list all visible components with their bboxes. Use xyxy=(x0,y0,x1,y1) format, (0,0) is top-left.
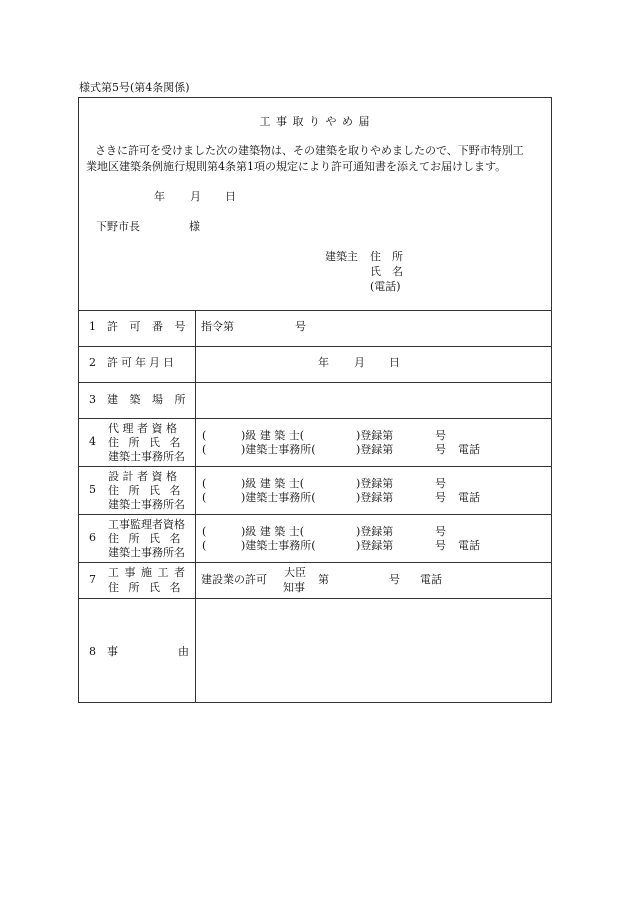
row6-label-address-name: 住 所 氏 名 xyxy=(108,532,184,545)
row1-number: 1 xyxy=(89,320,96,333)
row2-label: 許可年月日 xyxy=(107,356,177,369)
divider-row7 xyxy=(78,598,552,599)
row5-go-1: 号 xyxy=(435,477,446,490)
row4-architect-grade: )級 建 築 士( xyxy=(241,429,305,442)
row5-reg-2: )登録第 xyxy=(356,491,394,504)
row1-suffix: 号 xyxy=(295,320,306,333)
row5-label-office: 建築士事務所名 xyxy=(108,498,185,511)
divider-row1 xyxy=(78,346,552,347)
row5-paren-2: ( xyxy=(202,491,207,504)
row7-minister: 大臣 xyxy=(284,566,306,579)
row6-reg-1: )登録第 xyxy=(356,525,394,538)
row4-paren-2: ( xyxy=(202,443,207,456)
row6-go-1: 号 xyxy=(435,525,446,538)
form-number-label: 様式第5号(第4条関係) xyxy=(79,81,190,94)
divider-row2 xyxy=(78,382,552,383)
row1-prefix: 指令第 xyxy=(201,320,234,333)
row4-label-office: 建築士事務所名 xyxy=(108,450,185,463)
row4-label-address-name: 住 所 氏 名 xyxy=(108,436,184,449)
row7-permit-label: 建設業の許可 xyxy=(201,573,267,586)
row5-go-2: 号 xyxy=(435,491,446,504)
row2-number: 2 xyxy=(89,356,96,369)
row8-label-b: 由 xyxy=(178,645,189,658)
row6-architect-grade: )級 建 築 士( xyxy=(241,525,305,538)
divider-row3 xyxy=(78,418,552,419)
row4-reg-1: )登録第 xyxy=(356,429,394,442)
row4-label-qualification: 代 理 者 資 格 xyxy=(108,422,177,435)
intro-line-1: さきに許可を受けました次の建築物は、その建築を取りやめましたので、下野市特別工 xyxy=(95,144,524,157)
row6-reg-2: )登録第 xyxy=(356,539,394,552)
row5-number: 5 xyxy=(89,483,96,496)
date-month: 月 xyxy=(190,190,201,203)
addressee-honorific: 様 xyxy=(189,220,200,233)
column-divider xyxy=(195,310,196,703)
row6-office-line: )建築士事務所( xyxy=(241,539,316,552)
applicant-role: 建築主 xyxy=(325,250,358,263)
date-day: 日 xyxy=(225,190,236,203)
date-year: 年 xyxy=(154,190,165,203)
divider-row6 xyxy=(78,562,552,563)
applicant-name-label: 氏 名 xyxy=(370,265,403,278)
row5-label-qualification: 設 計 者 資 格 xyxy=(108,470,177,483)
row6-phone: 電話 xyxy=(458,539,480,552)
row6-go-2: 号 xyxy=(435,539,446,552)
row7-go: 号 xyxy=(389,573,400,586)
row6-number: 6 xyxy=(89,531,96,544)
row4-paren-1: ( xyxy=(202,429,207,442)
divider-row4 xyxy=(78,466,552,467)
divider-row5 xyxy=(78,514,552,515)
row2-month: 月 xyxy=(354,356,365,369)
row2-day: 日 xyxy=(389,356,400,369)
row6-label-qualification: 工事監理者資格 xyxy=(108,518,185,531)
row3-label: 建 築 場 所 xyxy=(107,393,190,406)
row7-phone: 電話 xyxy=(420,573,442,586)
row7-label-address-name: 住 所 氏 名 xyxy=(108,581,184,594)
row2-year: 年 xyxy=(318,356,329,369)
divider-header xyxy=(78,310,552,311)
form-title: 工 事 取 り や め 届 xyxy=(259,115,371,128)
row5-reg-1: )登録第 xyxy=(356,477,394,490)
row4-go-2: 号 xyxy=(435,443,446,456)
intro-line-2: 業地区建築条例施行規則第4条第1項の規定により許可通知書を添えてお届けします。 xyxy=(86,160,507,173)
row8-number: 8 xyxy=(89,645,96,658)
addressee-mayor: 下野市長 xyxy=(96,220,140,233)
row4-reg-2: )登録第 xyxy=(356,443,394,456)
row6-paren-1: ( xyxy=(202,525,207,538)
row4-phone: 電話 xyxy=(458,443,480,456)
row5-office-line: )建築士事務所( xyxy=(241,491,316,504)
applicant-address-label: 住 所 xyxy=(370,250,403,263)
row3-number: 3 xyxy=(89,393,96,406)
row7-dai: 第 xyxy=(318,573,329,586)
row4-office-line: )建築士事務所( xyxy=(241,443,316,456)
row4-go-1: 号 xyxy=(435,429,446,442)
row6-label-office: 建築士事務所名 xyxy=(108,546,185,559)
row5-paren-1: ( xyxy=(202,477,207,490)
row5-phone: 電話 xyxy=(458,491,480,504)
row7-label-contractor: 工 事 施 工 者 xyxy=(108,566,186,579)
row6-paren-2: ( xyxy=(202,539,207,552)
row8-label-a: 事 xyxy=(107,645,118,658)
row5-label-address-name: 住 所 氏 名 xyxy=(108,484,184,497)
applicant-phone-label: (電話) xyxy=(370,280,401,293)
row7-governor: 知事 xyxy=(283,581,305,594)
row7-number: 7 xyxy=(89,573,96,586)
row5-architect-grade: )級 建 築 士( xyxy=(241,477,305,490)
row4-number: 4 xyxy=(89,435,96,448)
row1-label: 許 可 番 号 xyxy=(107,320,190,333)
